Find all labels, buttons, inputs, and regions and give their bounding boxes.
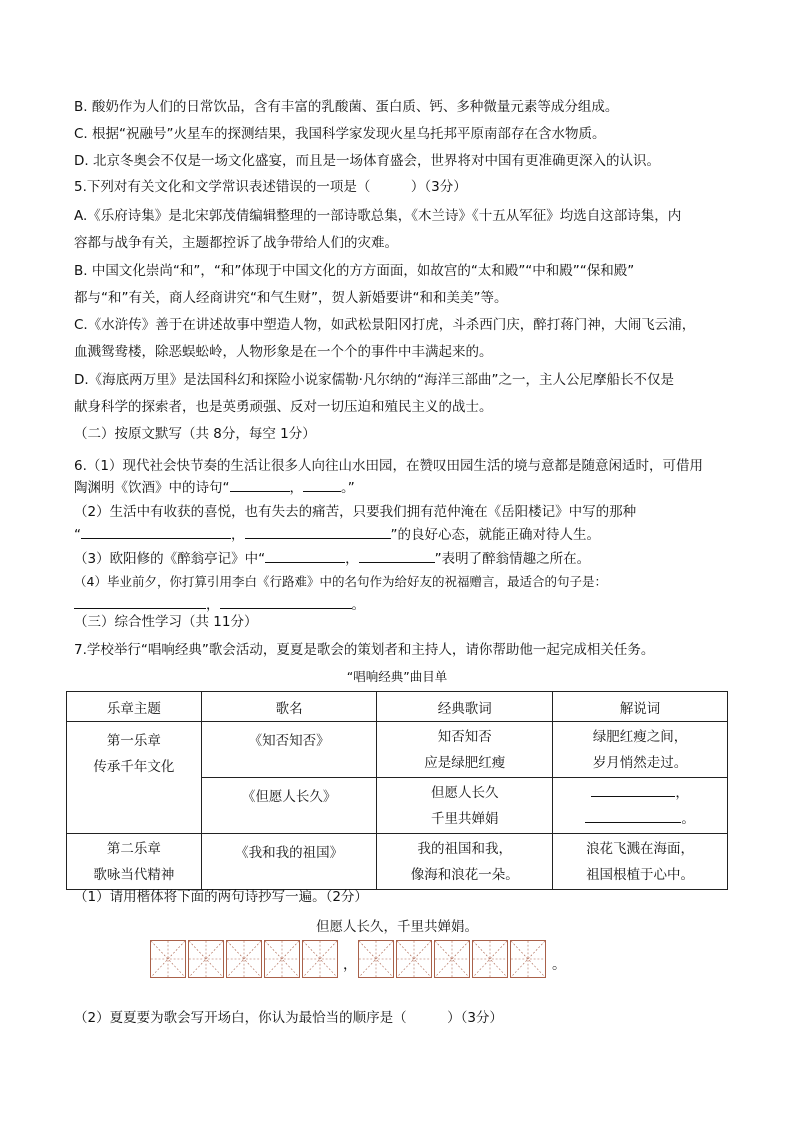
answer-blank[interactable] [220, 594, 352, 609]
chapter-2-name: 第二乐章 [106, 840, 161, 857]
table-title: “唱响经典”曲目单 [346, 669, 448, 684]
grid-cell[interactable] [510, 940, 546, 978]
explanation-2-cell [553, 778, 728, 834]
song-2-name: 《但愿人长久》 [241, 789, 337, 805]
explanation-1-cell [553, 722, 728, 778]
header-cell: 经典歌词 [377, 692, 553, 722]
grid-cell[interactable] [226, 940, 262, 978]
q6-3-suffix: ”表明了醉翁情趣之所在。 [434, 551, 591, 567]
grid-period: 。 [552, 957, 566, 973]
answer-blank[interactable] [230, 477, 290, 492]
table-row [67, 834, 728, 890]
explanation-3-line2: 祖国根植于心中。 [586, 866, 695, 883]
answer-blank[interactable] [265, 548, 345, 563]
header-cell: 乐章主题 [67, 692, 202, 722]
song-1-cell [201, 722, 377, 778]
answer-blank[interactable] [74, 594, 206, 609]
question-6-1-line1: 6.（1）现代社会快节奏的生活让很多人向往山水田园，在赞叹田园生活的境与意都是随意闲适时，可借用 [74, 458, 703, 474]
lyric-2-cell [377, 778, 553, 834]
q6-2-prefix: “ [74, 527, 81, 543]
answer-blank[interactable] [591, 782, 675, 797]
explanation-3-line1: 浪花飞溅在海面， [586, 840, 695, 857]
chapter-1-theme: 传承千年文化 [93, 759, 175, 775]
question-6-3 [74, 548, 590, 569]
grid-comma: ， [343, 957, 357, 973]
explanation-2-period: 。 [681, 810, 695, 827]
section-2-heading: （二）按原文默写（共 8分，每空 1分） [74, 426, 316, 442]
chapter-2-cell [67, 834, 202, 890]
option-c-q5-line1: C.《水浒传》善于在讲述故事中塑造人物，如武松景阳冈打虎，斗杀西门庆，醉打蒋门神，大闹飞云浦， [74, 317, 696, 333]
explanation-3-cell [553, 834, 728, 890]
grid-cell[interactable] [434, 940, 470, 978]
option-c-q5-line2: 血溅鸳鸯楼，除恶蜈蚣岭，人物形象是在一个个的事件中丰满起来的。 [74, 344, 493, 360]
grid-cell[interactable] [302, 940, 338, 978]
q6-1-comma: ， [289, 480, 303, 496]
song-2-cell [201, 778, 377, 834]
q6-3-comma: ， [345, 551, 359, 567]
section-3-heading: （三）综合性学习（共 11分） [74, 614, 258, 630]
question-6-2-line2 [74, 524, 600, 545]
question-7-1: （1）请用楷体将下面的两句诗抄写一遍。（2分） [74, 889, 368, 905]
question-7: 7.学校举行“唱响经典”歌会活动，夏夏是歌会的策划者和主持人，请你帮助他一起完成相关任务。 [74, 642, 655, 658]
header-cell: 歌名 [201, 692, 377, 722]
lyric-1-line2: 应是绿肥红瘦 [424, 754, 506, 771]
answer-blank[interactable] [585, 808, 681, 823]
option-a-q5-line1: A.《乐府诗集》是北宋郭茂倩编辑整理的一部诗歌总集，《木兰诗》《十五从军征》均选自这部诗集，内 [74, 208, 682, 224]
chapter-1-name: 第一乐章 [106, 733, 161, 749]
question-7-2: （2）夏夏要为歌会写开场白，你认为最恰当的顺序是（ ）（3分） [74, 1010, 503, 1026]
explanation-2-line1 [553, 780, 727, 806]
chapter-2-theme: 歌咏当代精神 [93, 866, 175, 883]
explanation-2-comma: ， [675, 784, 689, 801]
option-b-q5-line2: 都与“和”有关，商人经商讲究“和气生财”，贺人新婚要讲“和和美美”等。 [74, 290, 508, 306]
lyric-3-cell [377, 834, 553, 890]
writing-grid-right[interactable] [358, 940, 548, 982]
table-header-row [67, 692, 728, 722]
option-d-q5-line2: 献身科学的探索者，也是英勇顽强、反对一切压迫和殖民主义的战士。 [74, 399, 493, 415]
grid-cell[interactable] [150, 940, 186, 978]
option-d-q4: D. 北京冬奥会不仅是一场文化盛宴，而且是一场体育盛会，世界将对中国有更准确更深入的认识。 [74, 153, 660, 169]
grid-cell[interactable] [358, 940, 394, 978]
explanation-2-line2 [553, 806, 727, 832]
option-a-q5-line2: 容都与战争有关，主题都控诉了战争带给人们的灾难。 [74, 235, 398, 251]
lyric-2-line2: 千里共婵娟 [431, 810, 499, 827]
song-3-name: 《我和我的祖国》 [235, 845, 344, 861]
question-6-4-line1: （4）毕业前夕，你打算引用李白《行路难》中的名句作为给好友的祝福赠言，最适合的句子是： [74, 574, 607, 589]
answer-blank[interactable] [359, 548, 435, 563]
chapter-1-cell [67, 722, 202, 834]
lyric-3-line2: 像海和浪花一朵。 [410, 866, 519, 883]
grid-cell[interactable] [472, 940, 508, 978]
q6-1-prefix: 陶渊明《饮酒》中的诗句“ [74, 480, 230, 496]
grid-cell[interactable] [264, 940, 300, 978]
answer-blank[interactable] [245, 524, 391, 539]
song-1-name: 《知否知否》 [248, 733, 330, 749]
writing-grid-left[interactable] [150, 940, 340, 982]
header-cell: 解说词 [553, 692, 728, 722]
lyric-1-line1: 知否知否 [437, 728, 492, 745]
explanation-1-line1: 绿肥红瘦之间， [592, 728, 688, 745]
q6-2-comma: ， [231, 527, 245, 543]
lyric-3-line1: 我的祖国和我， [417, 840, 513, 857]
grid-cell[interactable] [188, 940, 224, 978]
q6-4-period: 。 [351, 597, 365, 613]
option-b-q4: B. 酸奶作为人们的日常饮品，含有丰富的乳酸菌、蛋白质、钙、多种微量元素等成分组成。 [74, 99, 619, 115]
question-6-1-line2 [74, 477, 355, 498]
q6-1-suffix: 。” [341, 480, 355, 496]
question-6-2-line1: （2）生活中有收获的喜悦，也有失去的痛苦，只要我们拥有范仲淹在《岳阳楼记》中写的那种 [74, 504, 637, 520]
option-b-q5-line1: B. 中国文化崇尚“和”，“和”体现于中国文化的方方面面，如故宫的“太和殿”“中和殿”“保和殿” [74, 263, 635, 279]
grid-cell[interactable] [396, 940, 432, 978]
q6-4-comma: ， [206, 597, 220, 613]
answer-blank[interactable] [303, 477, 341, 492]
song-list-table [66, 691, 728, 890]
lyric-2-line1: 但愿人长久 [431, 784, 499, 801]
lyric-1-cell [377, 722, 553, 778]
poem-to-copy: 但愿人长久，千里共婵娟。 [316, 919, 478, 935]
answer-blank[interactable] [81, 524, 231, 539]
option-d-q5-line1: D.《海底两万里》是法国科幻和探险小说家儒勒·凡尔纳的“海洋三部曲”之一，主人公尼摩船长不仅是 [74, 372, 674, 388]
q6-3-prefix: （3）欧阳修的《醉翁亭记》中“ [74, 551, 266, 567]
q6-2-suffix: ”的良好心态，就能正确对待人生。 [390, 527, 600, 543]
explanation-1-line2: 岁月悄然走过。 [592, 754, 688, 771]
option-c-q4: C. 根据“祝融号”火星车的探测结果，我国科学家发现火星乌托邦平原南部存在含水物质。 [74, 126, 606, 142]
question-5: 5.下列对有关文化和文学常识表述错误的一项是（ ）（3分） [74, 179, 467, 195]
table-row [67, 722, 728, 778]
song-3-cell [201, 834, 377, 890]
